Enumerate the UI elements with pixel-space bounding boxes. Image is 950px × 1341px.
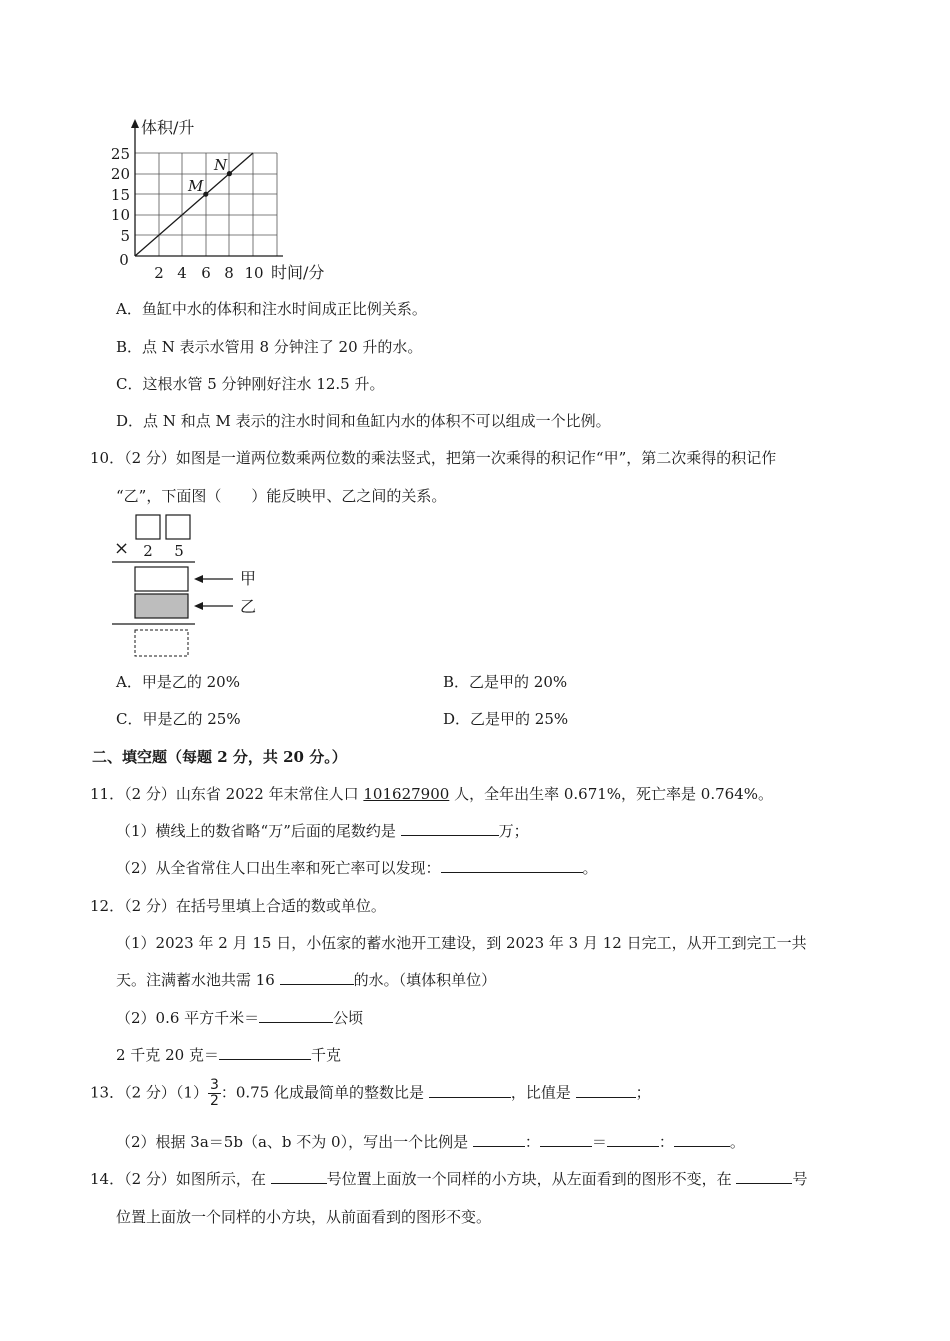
q14-answer-blank-2[interactable] [736,1169,792,1184]
q9-option-b: B．点 N 表示水管用 8 分钟注了 20 升的水。 [116,338,423,356]
point-n-label: N [214,156,228,174]
q12-part-2 [116,1007,363,1028]
times-sign: × [114,538,130,559]
q11-stem-b: 人，全年出生率 0.671%，死亡率是 0.764%。 [449,785,773,803]
q12-answer-blank-unit[interactable] [280,970,354,985]
origin-label: 0 [119,251,129,269]
q14-text-a: 14．（2 分）如图所示，在 [90,1170,271,1188]
point-n-marker [227,171,232,176]
q11-answer-blank-1[interactable] [401,821,499,836]
q11-stem [90,783,773,804]
q12-answer-blank-kg[interactable] [219,1045,311,1060]
q11-part-1 [116,820,529,841]
q12-part-3-text: 2 千克 20 克＝ [116,1046,219,1064]
q10-option-b: B．乙是甲的 20% [443,673,568,691]
q12-part-1-end: 的水。（填体积单位） [353,971,497,989]
q9-option-d: D．点 N 和点 M 表示的注水时间和鱼缸内水的体积不可以组成一个比例。 [116,412,611,430]
yi-label: 乙 [240,597,257,616]
y-axis-label: 体积/升 [141,118,195,137]
y-axis-arrow [131,119,139,128]
q9-option-c: C．这根水管 5 分钟刚好注水 12.5 升。 [116,375,385,393]
q12-part-2-text: （2）0.6 平方千米＝ [116,1009,260,1027]
q12-part-3 [116,1044,341,1065]
x-tick-4: 4 [177,264,187,282]
q10-option-d: D．乙是甲的 25% [443,710,569,728]
q14-line1 [90,1168,807,1189]
data-line [135,153,253,256]
jia-arrowhead [194,575,203,583]
grid [135,153,277,256]
q12-part-2-unit: 公顷 [333,1009,364,1027]
point-m-label: M [188,177,204,195]
q10-option-c: C．甲是乙的 25% [116,710,241,728]
q13-answer-blank-d[interactable] [674,1132,730,1147]
q11-part-1-text: （1）横线上的数省略“万”后面的尾数约是 [116,822,401,840]
q13-part-2-end: 。 [729,1133,745,1151]
q13-colon-1: ： [524,1133,540,1151]
q11-stem-a: 11．（2 分）山东省 2022 年末常住人口 [90,785,364,803]
q11-part-2-text: （2）从全省常住人口出生率和死亡率可以发现： [116,859,441,877]
q10-stem-line1: 10．（2 分）如图是一道两位数乘两位数的乘法竖式，把第一次乘得的积记作“甲”，第二次乘得的积记作 [90,449,777,467]
q12-part-1-text: 天。注满蓄水池共需 16 [116,971,280,989]
q11-part-1-unit: 万； [498,822,529,840]
digit-2: 2 [143,542,153,560]
q11-part-2-end: 。 [582,859,598,877]
q10-option-a: A．甲是乙的 20% [116,673,240,691]
x-axis-label: 时间/分 [271,263,325,282]
result-box [135,630,188,656]
y-tick-5: 5 [120,227,130,245]
q12-part-1-line2 [116,969,496,990]
q13-answer-blank-ratio[interactable] [429,1083,511,1098]
y-tick-10: 10 [110,206,130,224]
q13-part-2-text: （2）根据 3a＝5b（a、b 不为 0），写出一个比例是 [116,1133,473,1151]
point-m-marker [203,192,208,197]
digit-5: 5 [174,542,184,560]
q14-answer-blank-1[interactable] [271,1169,327,1184]
x-tick-2: 2 [154,264,164,282]
q13-answer-blank-c[interactable] [607,1132,659,1147]
q11-population-number: 101627900 [363,785,450,803]
yi-box [135,594,188,618]
digit-box-2 [166,515,190,539]
q12-part-1-line1: （1）2023 年 2 月 15 日，小伍家的蓄水池开工建设，到 2023 年 3 月 12 日完工，从开工到完工一共 [116,934,807,952]
digit-box-1 [136,515,160,539]
yi-arrowhead [194,602,203,610]
q10-stem-line2: “乙”，下面图（ ）能反映甲、乙之间的关系。 [116,487,447,505]
q13-fraction [208,1078,221,1109]
x-tick-10: 10 [244,264,264,282]
q13-ratio-value-text: ，比值是 [510,1083,576,1102]
q11-answer-blank-2[interactable] [441,858,583,873]
q13-colon-2: ： [658,1133,674,1151]
y-tick-15: 15 [110,186,130,204]
q13-fraction-numerator: 3 [209,1077,219,1093]
q12-part-3-unit: 千克 [310,1046,341,1064]
q13-fraction-denominator: 2 [209,1093,219,1109]
q13-answer-blank-b[interactable] [540,1132,592,1147]
q11-part-2 [116,857,598,878]
q12-answer-blank-hectare[interactable] [259,1008,333,1023]
y-tick-20: 20 [110,165,130,183]
x-tick-6: 6 [201,264,211,282]
q13-part-1 [90,1078,651,1109]
q9-option-a: A．鱼缸中水的体积和注水时间成正比例关系。 [116,300,427,318]
q13-equals: ＝ [591,1133,607,1151]
jia-label: 甲 [240,569,257,588]
q13-part-2 [116,1131,745,1152]
section-2-title: 二、填空题（每题 2 分，共 20 分。） [92,748,347,766]
q12-stem: 12．（2 分）在括号里填上合适的数或单位。 [90,897,386,915]
q14-text-b: 号位置上面放一个同样的小方块，从左面看到的图形不变，在 [326,1170,737,1188]
q13-answer-blank-a[interactable] [473,1132,525,1147]
q13-part-1-text: ：0.75 化成最简单的整数比是 [220,1083,429,1102]
q13-answer-blank-value[interactable] [576,1083,636,1098]
q14-line2: 位置上面放一个同样的小方块，从前面看到的图形不变。 [116,1208,492,1226]
x-tick-8: 8 [224,264,234,282]
jia-box [135,567,188,591]
q13-part-1-end: ； [635,1083,651,1102]
multiplication-diagram [108,510,268,662]
q13-prefix: 13．（2 分）（1） [90,1083,208,1102]
y-tick-25: 25 [110,145,130,163]
volume-time-graph [100,112,360,287]
q14-text-c: 号 [792,1170,808,1188]
